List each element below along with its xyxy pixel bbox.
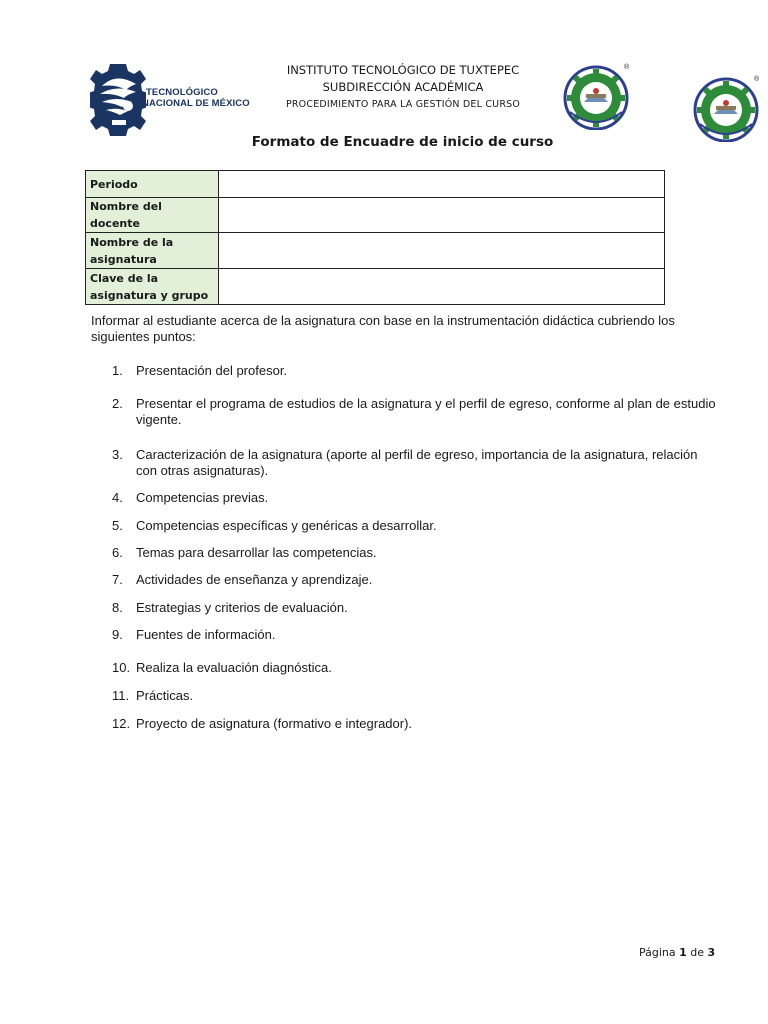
list-item [112, 688, 722, 704]
list-item-text: Realiza la evaluación diagnóstica. [136, 660, 332, 675]
registered-mark: ® [624, 64, 630, 71]
list-item-number: 2. [112, 396, 123, 411]
list-item [112, 716, 722, 732]
page-of: de [690, 946, 705, 959]
list-item-number: 8. [112, 600, 123, 615]
field-clave-grupo[interactable] [219, 269, 665, 305]
list-item-text: Fuentes de información. [136, 627, 276, 642]
procedure-name: PROCEDIMIENTO PARA LA GESTIÓN DEL CURSO [285, 99, 521, 110]
list-item-number: 11. [112, 688, 130, 703]
list-item-text: Competencias previas. [136, 490, 269, 505]
list-item [112, 518, 722, 534]
list-item-number: 3. [112, 447, 123, 462]
tecnm-logo [90, 62, 250, 136]
seal-gear-icon [690, 76, 766, 142]
page-total: 3 [707, 946, 716, 959]
list-item-text: Presentar el programa de estudios de la asignatura y el perfil de egreso, conforme al plan de estudio vigente. [136, 396, 716, 427]
list-item [112, 396, 722, 428]
table-row [86, 233, 665, 269]
row-label-periodo: Periodo [86, 171, 219, 198]
list-item [112, 447, 722, 479]
list-item-number: 4. [112, 490, 123, 505]
list-item-text: Caracterización de la asignatura (aporte al perfil de egreso, importancia de la asignatura, relación con otras asignaturas). [136, 447, 698, 478]
form-title: Formato de Encuadre de inicio de curso [251, 134, 554, 150]
tecnm-gear-icon [90, 62, 146, 136]
page-number [639, 946, 715, 959]
list-item [112, 627, 722, 643]
list-item [112, 600, 722, 616]
registered-mark: ® [754, 76, 760, 83]
list-item-text: Competencias específicas y genéricas a desarrollar. [136, 518, 437, 533]
field-docente[interactable] [219, 198, 665, 233]
list-item-number: 5. [112, 518, 123, 533]
department-name: SUBDIRECCIÓN ACADÉMICA [322, 80, 484, 94]
page-current: 1 [679, 946, 687, 959]
document-header [245, 62, 561, 113]
list-item [112, 363, 722, 379]
intro-paragraph: Informar al estudiante acerca de la asignatura con base en la instrumentación didáctica cubriendo los siguientes puntos: [91, 313, 675, 344]
row-label-docente: Nombre del docente [86, 198, 219, 233]
course-info-table [85, 170, 665, 305]
list-item-number: 10. [112, 660, 131, 675]
logo-text-line-1: TECNOLÓGICO [146, 87, 218, 98]
page-word: Página [639, 946, 676, 959]
list-item-text: Presentación del profesor. [136, 363, 288, 378]
list-item-text: Prácticas. [136, 688, 194, 703]
field-periodo[interactable] [219, 171, 665, 198]
list-item-number: 6. [112, 545, 123, 560]
list-item-text: Actividades de enseñanza y aprendizaje. [136, 572, 373, 587]
row-label-clave-grupo: Clave de la asignatura y grupo [86, 269, 219, 305]
list-item-text: Temas para desarrollar las competencias. [136, 545, 377, 560]
logo-text-line-2: NACIONAL DE MÉXICO [142, 98, 250, 109]
table-row [86, 269, 665, 305]
list-item-number: 9. [112, 627, 123, 642]
list-item-number: 1. [112, 363, 123, 378]
field-asignatura[interactable] [219, 233, 665, 269]
list-item-text: Estrategias y criterios de evaluación. [136, 600, 348, 615]
list-item [112, 490, 722, 506]
table-row [86, 198, 665, 233]
list-item [112, 572, 722, 588]
list-item [112, 545, 722, 561]
list-item [112, 660, 722, 676]
institution-name: INSTITUTO TECNOLÓGICO DE TUXTEPEC [286, 63, 520, 77]
list-item-number: 7. [112, 572, 123, 587]
list-item-number: 12. [112, 716, 131, 731]
institute-seal-1 [560, 64, 636, 135]
row-label-asignatura: Nombre de la asignatura [86, 233, 219, 269]
seal-gear-icon [560, 64, 636, 130]
table-row [86, 171, 665, 198]
list-item-text: Proyecto de asignatura (formativo e integrador). [136, 716, 413, 731]
